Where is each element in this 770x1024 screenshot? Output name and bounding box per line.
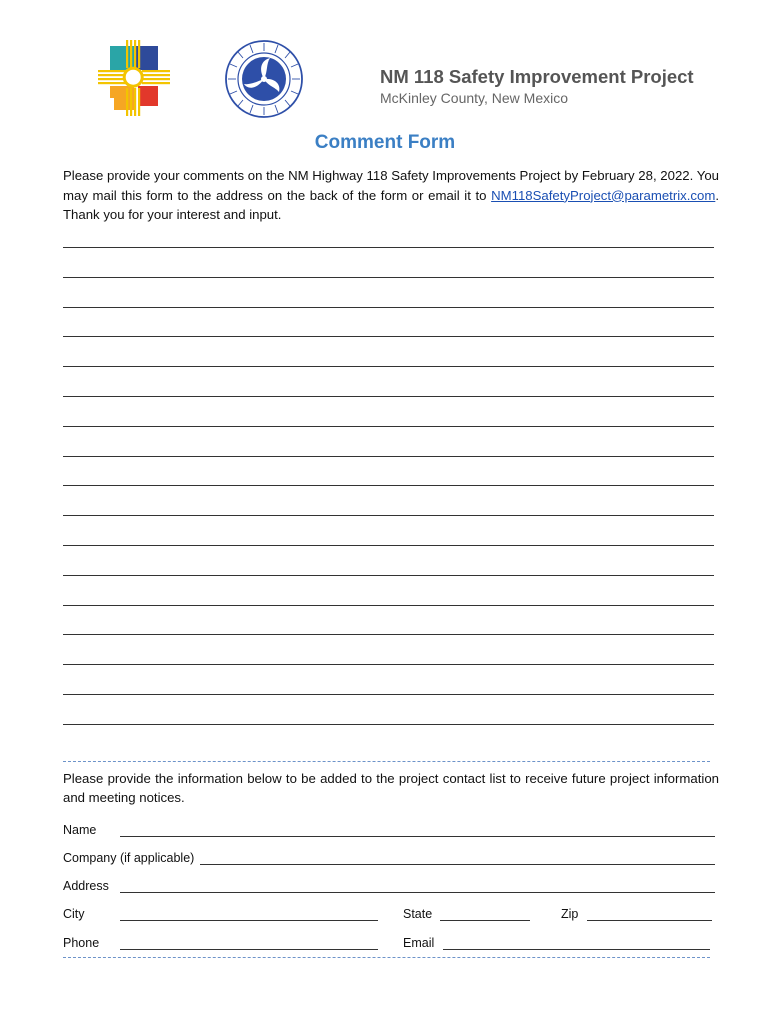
name-field[interactable]: [120, 836, 715, 837]
city-label: City: [63, 907, 85, 921]
comment-line[interactable]: [63, 695, 714, 725]
email-link[interactable]: NM118SafetyProject@parametrix.com: [491, 187, 716, 203]
dashed-divider-top: [63, 761, 710, 762]
name-label: Name: [63, 823, 97, 837]
contact-email-field[interactable]: [443, 949, 710, 950]
comment-line[interactable]: [63, 665, 714, 695]
address-field[interactable]: [120, 892, 715, 893]
contact-email-label: Email: [403, 936, 435, 950]
comment-line[interactable]: [63, 635, 714, 665]
new-mexico-zia-logo-icon: [96, 40, 172, 116]
comment-line[interactable]: [63, 308, 714, 338]
project-location: McKinley County, New Mexico: [380, 90, 569, 106]
comment-line[interactable]: [63, 397, 714, 427]
form-title: Comment Form: [314, 132, 456, 153]
comment-line[interactable]: [63, 337, 714, 367]
intro-text: Please provide your comments on the NM Highway 118 Safety Improvements Project by February 28, 2022. You may mail this form to the address on the back of the form or email it to: [63, 168, 719, 203]
city-field[interactable]: [120, 920, 378, 921]
usdot-triskelion-seal-icon: [218, 38, 310, 120]
company-label: Company (if applicable): [63, 851, 195, 865]
phone-field[interactable]: [120, 949, 378, 950]
zip-field[interactable]: [587, 920, 712, 921]
comment-line[interactable]: [63, 546, 714, 576]
state-field[interactable]: [440, 920, 530, 921]
phone-label: Phone: [63, 936, 100, 950]
comment-line[interactable]: [63, 516, 714, 546]
comment-line[interactable]: [63, 457, 714, 487]
intro-paragraph: [63, 166, 719, 225]
company-field[interactable]: [200, 864, 715, 865]
comment-line[interactable]: [63, 427, 714, 457]
contact-intro: Please provide the information below to be added to the project contact list to receive future project information and meeting notices.: [63, 771, 719, 805]
comment-line[interactable]: [63, 278, 714, 308]
comment-line[interactable]: [63, 367, 714, 397]
project-title: NM 118 Safety Improvement Project: [380, 66, 694, 87]
zip-label: Zip: [561, 907, 579, 921]
comment-line[interactable]: [63, 606, 714, 636]
comment-lines[interactable]: [63, 247, 714, 725]
intro-end-text: . Thank you for your interest and input.: [63, 187, 719, 222]
dashed-divider-bottom: [63, 957, 710, 958]
address-label: Address: [63, 879, 109, 893]
comment-line[interactable]: [63, 576, 714, 606]
comment-line[interactable]: [63, 486, 714, 516]
comment-line[interactable]: [63, 248, 714, 278]
state-label: State: [403, 907, 433, 921]
